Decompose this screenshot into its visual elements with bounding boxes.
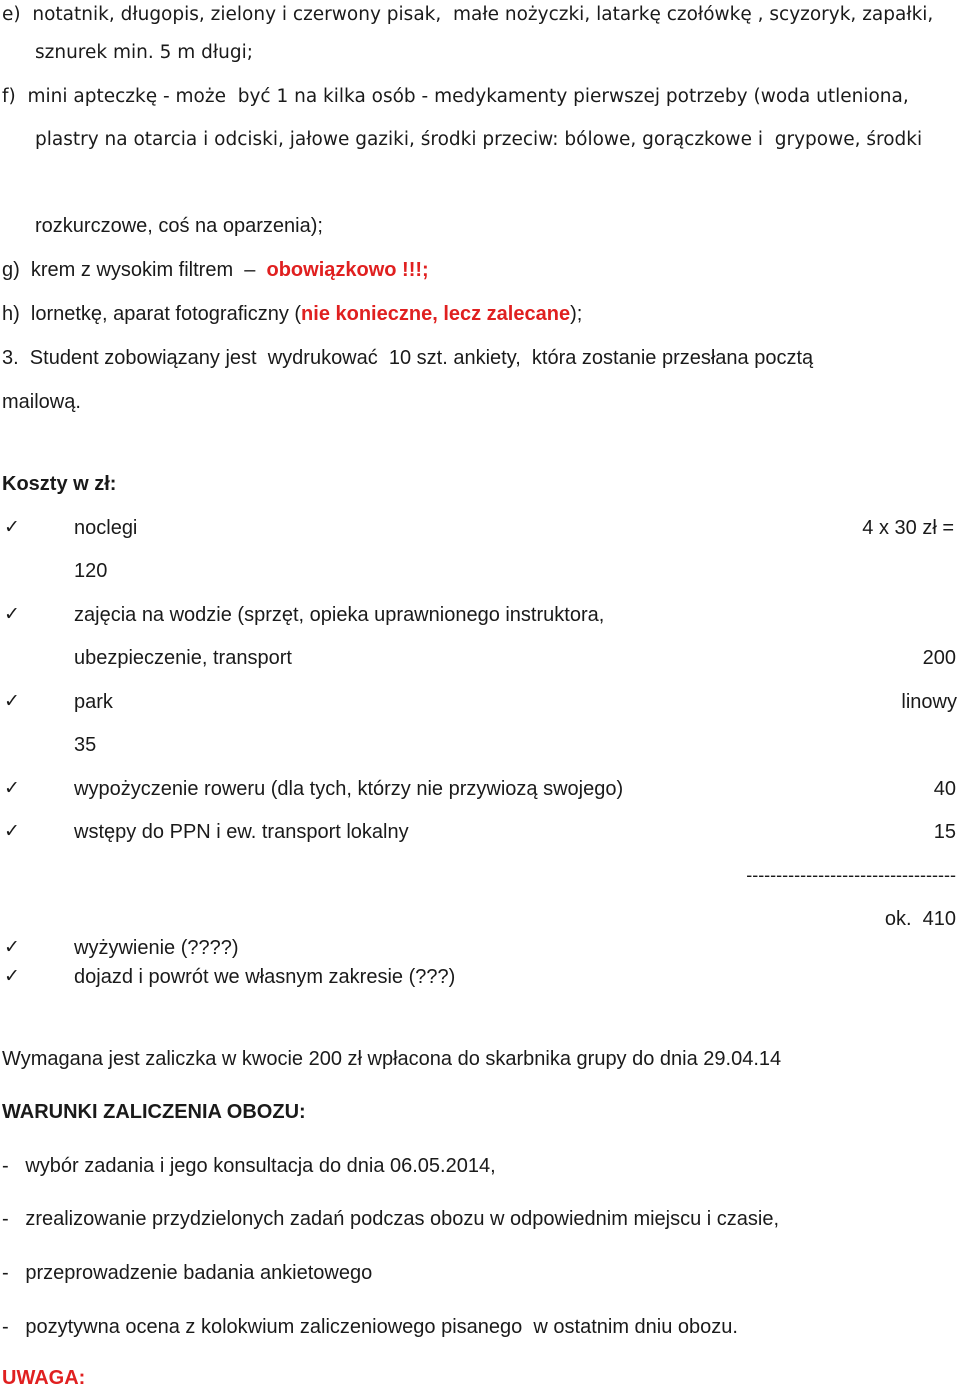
check-icon: ✓ <box>4 777 20 799</box>
check-icon: ✓ <box>4 603 20 625</box>
cost-zajecia-value: 200 <box>922 647 956 669</box>
item-3-line1: 3. Student zobowiązany jest wydrukować 10 szt. ankiety, która zostanie przesłana pocztą <box>2 347 814 369</box>
cost-zajecia-line2: ubezpieczenie, transport <box>74 647 292 669</box>
conditions-heading: WARUNKI ZALICZENIA OBOZU: <box>2 1101 306 1123</box>
check-icon: ✓ <box>4 820 20 842</box>
condition-item: - wybór zadania i jego konsultacja do dnia 06.05.2014, <box>2 1155 496 1177</box>
list-item-g-emphasis: obowiązkowo !!!; <box>266 259 429 281</box>
cost-wstepy-value: 15 <box>933 821 956 843</box>
costs-heading: Koszty w zł: <box>2 473 117 495</box>
list-item-g <box>2 258 429 282</box>
cost-zajecia-line1: zajęcia na wodzie (sprzęt, opieka uprawnionego instruktora, <box>74 604 605 626</box>
warning-heading: UWAGA: <box>2 1367 86 1389</box>
cost-dojazd-label: dojazd i powrót we własnym zakresie (???) <box>74 966 456 988</box>
list-item-f-line2: plastry na otarcia i odciski, jałowe gaziki, środki przeciw: bólowe, gorączkowe i grypowe, środki <box>35 129 923 150</box>
list-item-f-line1: f) mini apteczkę - może być 1 na kilka osób - medykamenty pierwszej potrzeby (woda utleniona, <box>2 86 909 107</box>
cost-noclegi-value: 120 <box>74 560 108 582</box>
list-item-g-text: g) krem z wysokim filtrem – <box>2 259 267 281</box>
check-icon: ✓ <box>4 690 20 712</box>
cost-noclegi-calc: 4 x 30 zł = <box>862 517 954 539</box>
list-item-h-text: h) lornetkę, aparat fotograficzny ( <box>2 303 302 325</box>
condition-item: - przeprowadzenie badania ankietowego <box>2 1262 373 1284</box>
condition-item: - pozytywna ocena z kolokwium zaliczeniowego pisanego w ostatnim dniu obozu. <box>2 1316 738 1338</box>
cost-separator: ----------------------------------- <box>746 865 956 885</box>
check-icon: ✓ <box>4 936 20 958</box>
condition-item: - zrealizowanie przydzielonych zadań podczas obozu w odpowiednim miejscu i czasie, <box>2 1208 780 1230</box>
list-item-h <box>2 302 582 326</box>
cost-rower-value: 40 <box>933 778 956 800</box>
cost-park-label: park <box>74 691 113 713</box>
cost-rower-label: wypożyczenie roweru (dla tych, którzy nie przywiozą swojego) <box>74 778 624 800</box>
list-item-e-line1: e) notatnik, długopis, zielony i czerwony pisak, małe nożyczki, latarkę czołówkę , scyzoryk, zapałki, <box>2 4 934 25</box>
cost-total: ok. 410 <box>884 908 956 930</box>
list-item-h-suffix: ); <box>570 303 583 325</box>
list-item-h-emphasis: nie konieczne, lecz zalecane <box>301 303 571 325</box>
cost-park-right: linowy <box>901 691 957 713</box>
cost-noclegi-label: noclegi <box>74 517 138 539</box>
list-item-e-line2: sznurek min. 5 m długi; <box>35 42 254 63</box>
check-icon: ✓ <box>4 965 20 987</box>
cost-wstepy-label: wstępy do PPN i ew. transport lokalny <box>74 821 409 843</box>
cost-wyzywienie-label: wyżywienie (????) <box>74 937 239 959</box>
list-item-f-line3: rozkurczowe, coś na oparzenia); <box>35 215 323 237</box>
item-3-line2: mailową. <box>2 391 81 413</box>
cost-park-value: 35 <box>74 734 97 756</box>
check-icon: ✓ <box>4 516 20 538</box>
deposit-notice: Wymagana jest zaliczka w kwocie 200 zł wpłacona do skarbnika grupy do dnia 29.04.14 <box>2 1048 782 1070</box>
